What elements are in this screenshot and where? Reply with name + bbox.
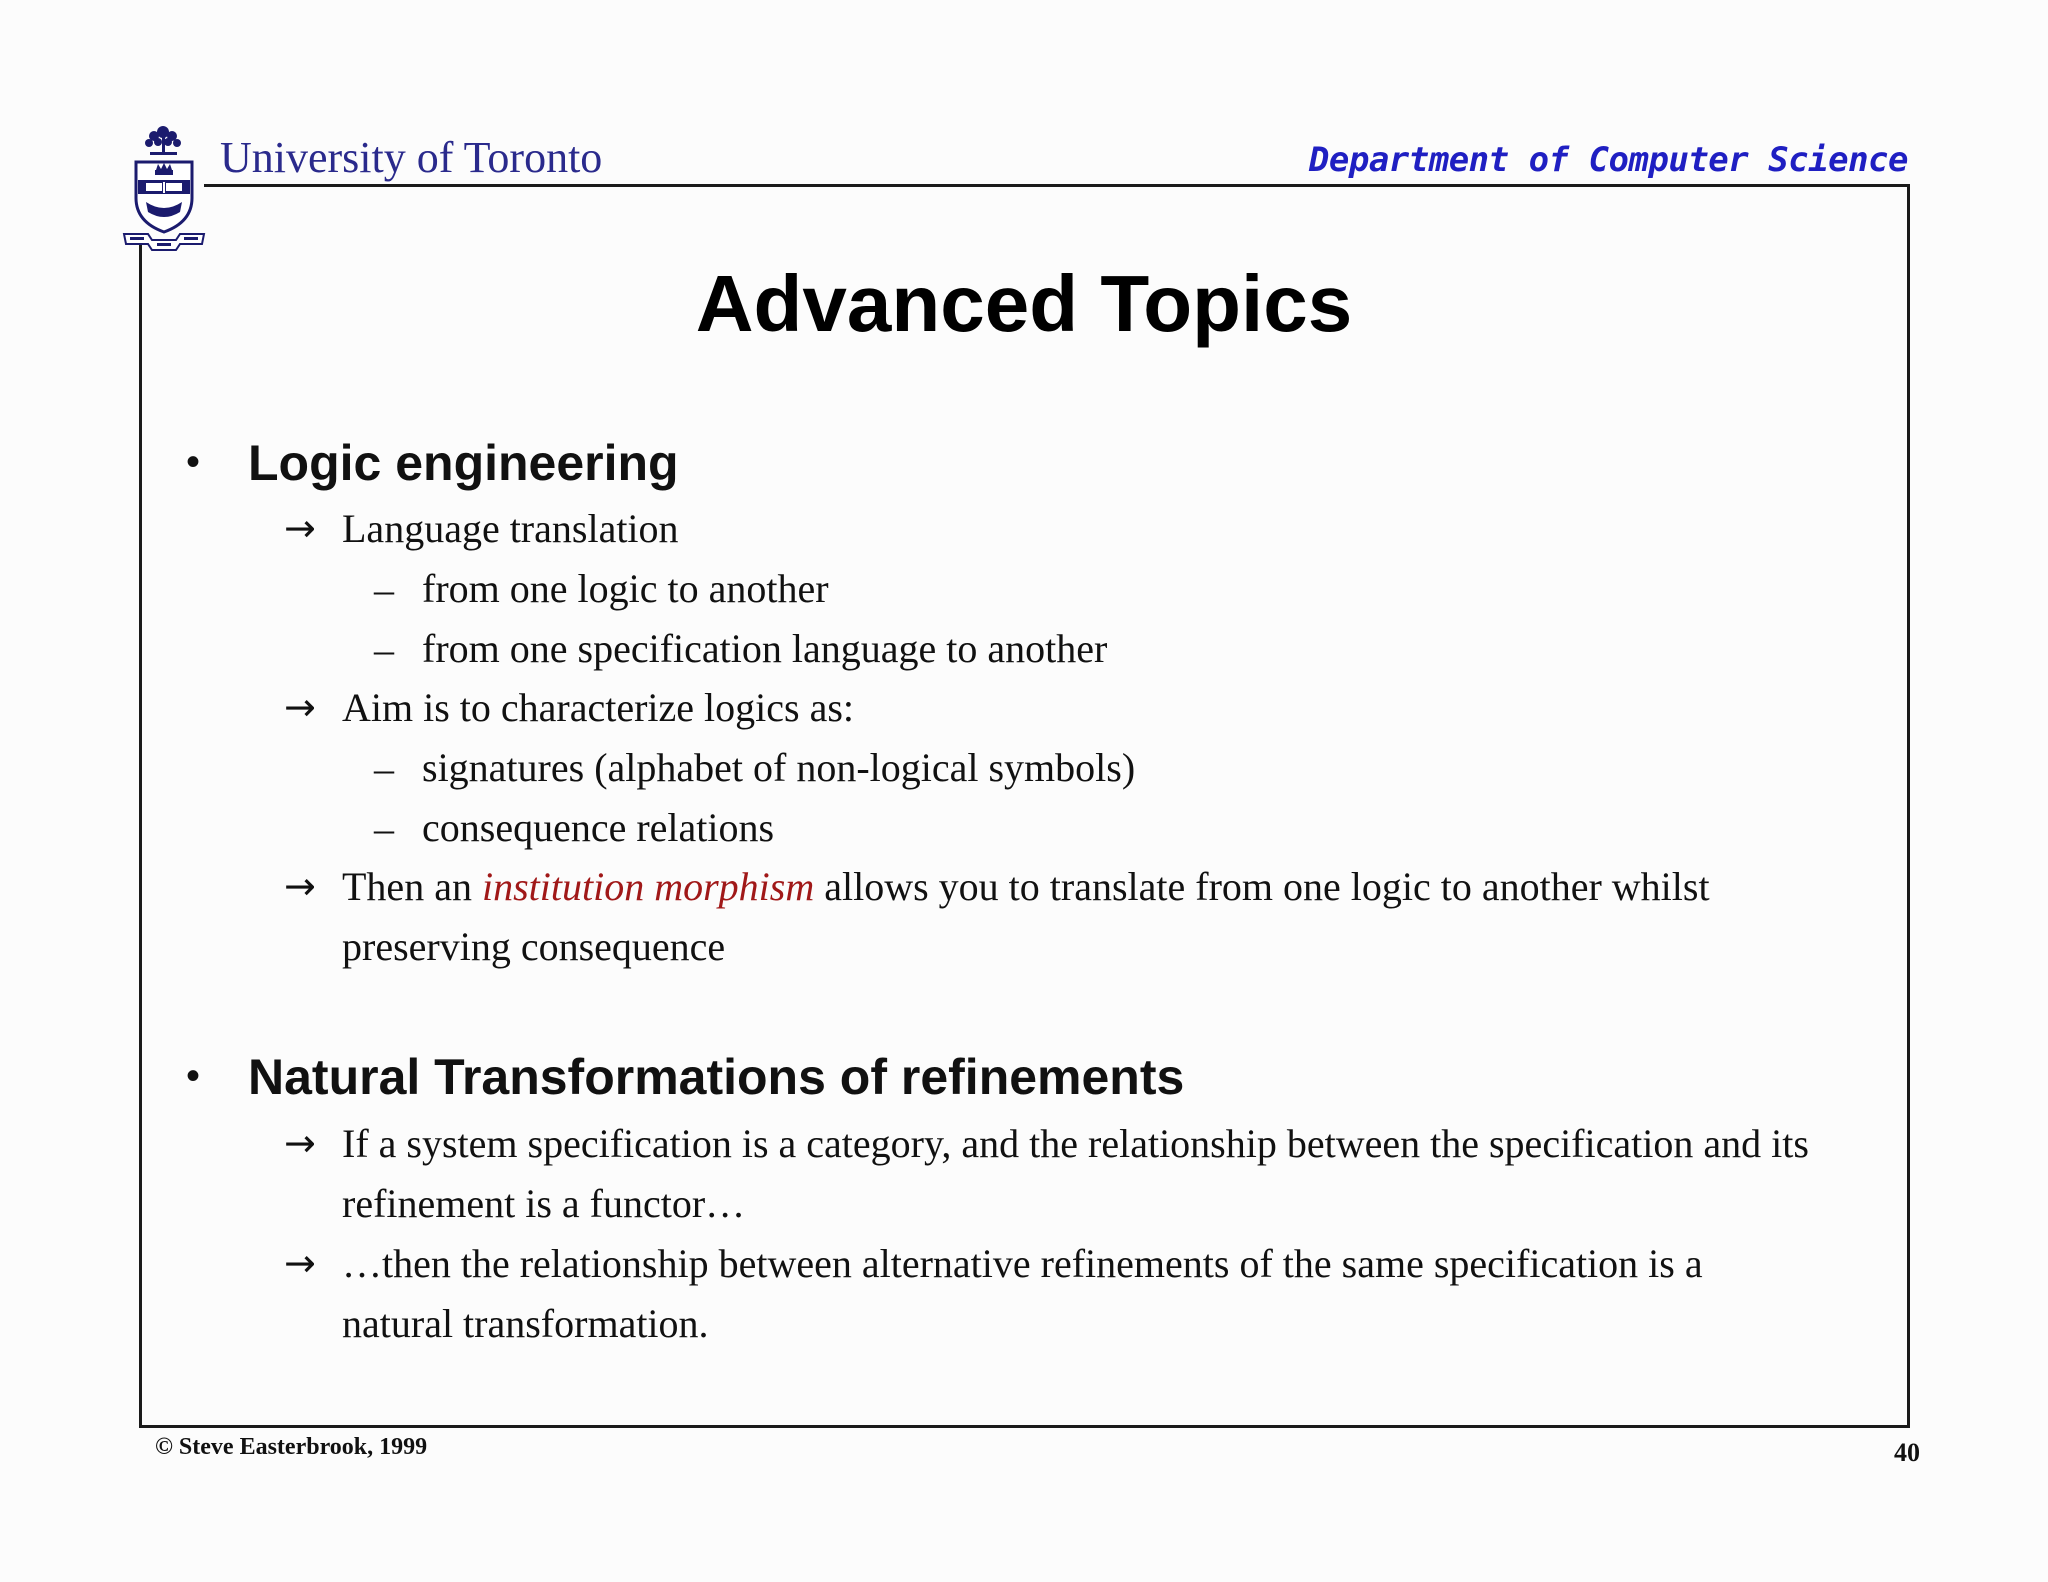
frame-bottom-border	[139, 1425, 1910, 1428]
item-alternative-refinements-cont: natural transformation.	[342, 1301, 709, 1346]
footer-copyright: © Steve Easterbrook, 1999	[155, 1434, 428, 1460]
bullet-dot: •	[186, 1054, 201, 1098]
item-institution-morphism	[342, 863, 1710, 910]
frame-right-border	[1907, 184, 1910, 1428]
arrow-right-icon: →	[284, 506, 316, 550]
dash-marker: –	[374, 627, 394, 672]
dash-marker: –	[374, 567, 394, 612]
subitem-logic-to-logic: from one logic to another	[422, 566, 829, 611]
item-characterize-logics: Aim is to characterize logics as:	[342, 685, 855, 730]
item-institution-morphism-cont: preserving consequence	[342, 924, 726, 969]
arrow-right-icon: →	[284, 1121, 316, 1165]
department-name: Department of Computer Science	[1308, 140, 1908, 180]
subitem-spec-language: from one specification language to another	[422, 626, 1108, 671]
section-heading-natural-transformations: Natural Transformations of refinements	[248, 1049, 1185, 1105]
arrow-right-icon: →	[284, 1241, 316, 1285]
page-number: 40	[1894, 1438, 1920, 1467]
dash-marker: –	[374, 806, 394, 851]
slide-title: Advanced Topics	[695, 259, 1353, 348]
frame-left-border	[139, 244, 142, 1428]
frame-top-border	[204, 184, 1910, 187]
item-alternative-refinements: …then the relationship between alternative refinements of the same specification is a	[342, 1241, 1703, 1286]
arrow-right-icon: →	[284, 864, 316, 908]
emphasis-institution-morphism: institution morphism	[481, 864, 815, 909]
university-crest-logo	[122, 122, 206, 254]
subitem-signatures: signatures (alphabet of non-logical symbols)	[422, 745, 1136, 790]
bullet-dot: •	[186, 440, 201, 484]
item-system-spec-category: If a system specification is a category, and the relationship between the specification and its	[342, 1121, 1809, 1166]
item-system-spec-category-cont: refinement is a functor…	[342, 1181, 746, 1226]
university-name: University of Toronto	[220, 133, 603, 182]
dash-marker: –	[374, 746, 394, 791]
item-language-translation: Language translation	[342, 506, 679, 551]
section-heading-logic-engineering: Logic engineering	[248, 435, 679, 491]
subitem-consequence-relations: consequence relations	[422, 805, 775, 850]
text-after: allows you to translate from one logic to another whilst	[824, 864, 1710, 909]
text-before: Then an	[342, 864, 472, 909]
arrow-right-icon: →	[284, 685, 316, 729]
